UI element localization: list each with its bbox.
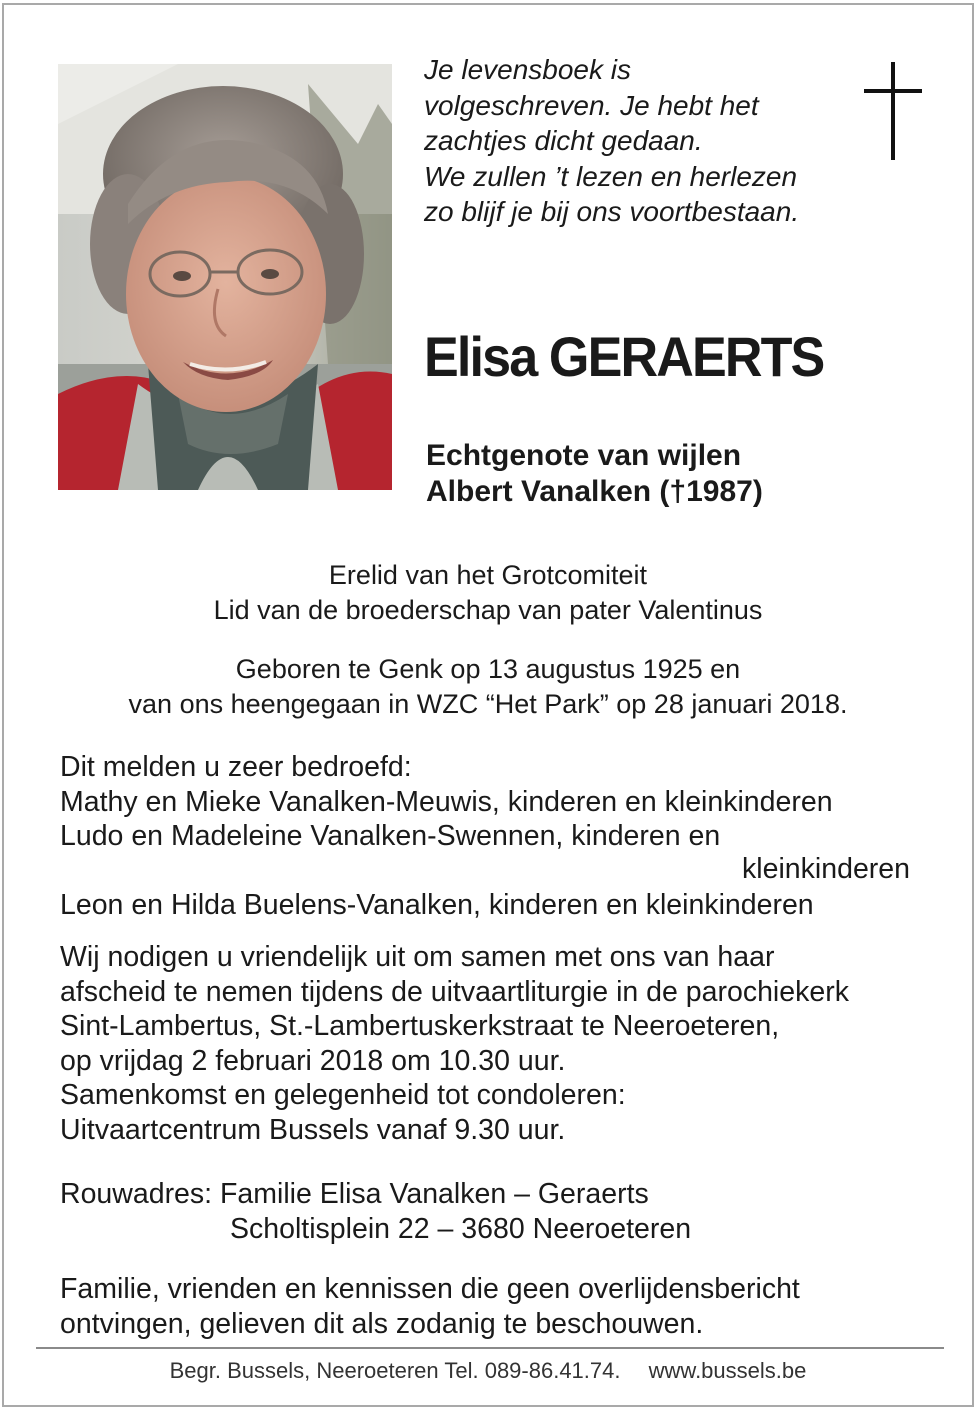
- invitation-line: op vrijdag 2 februari 2018 om 10.30 uur.: [60, 1044, 566, 1077]
- address-line: Scholtisplein 22 – 3680 Neeroeteren: [230, 1212, 692, 1245]
- portrait-photo: [58, 64, 392, 490]
- announcers: [60, 750, 833, 854]
- invitation-line: Uitvaartcentrum Bussels vanaf 9.30 uur.: [60, 1113, 566, 1146]
- poem-line: We zullen ’t lezen en herlezen: [424, 160, 798, 192]
- membership-line: Lid van de broederschap van pater Valentinus: [213, 594, 763, 625]
- footer-divider: [36, 1347, 944, 1349]
- poem-line: volgeschreven. Je hebt het: [424, 89, 759, 121]
- invitation-line: Sint-Lambertus, St.-Lambertuskerkstraat te Neeroeteren,: [60, 1010, 780, 1042]
- announcer-line: Leon en Hilda Buelens-Vanalken, kinderen en kleinkinderen: [60, 889, 814, 921]
- poem-line: Je levensboek is: [424, 54, 632, 85]
- mourning-address: [60, 1177, 691, 1246]
- announcers-last: [60, 888, 814, 923]
- birth-death-info: [0, 652, 976, 721]
- cross-icon: [864, 62, 922, 160]
- announcer-line: Ludo en Madeleine Vanalken-Swennen, kinderen en: [60, 820, 721, 852]
- memorial-poem: [424, 52, 799, 230]
- announcer-line: Mathy en Mieke Vanalken-Meuwis, kinderen en kleinkinderen: [60, 785, 833, 818]
- closing-line: Familie, vrienden en kennissen die geen overlijdensbericht: [60, 1273, 800, 1305]
- invitation-line: Samenkomst en gelegenheid tot condoleren:: [60, 1079, 626, 1111]
- announcers-intro: Dit melden u zeer bedroefd:: [60, 751, 412, 783]
- birth-line: Geboren te Genk op 13 augustus 1925 en: [235, 654, 741, 684]
- funeral-invitation: [60, 940, 849, 1147]
- address-line: Rouwadres: Familie Elisa Vanalken – Geraerts: [60, 1178, 649, 1210]
- poem-line: zo blijf je bij ons voortbestaan.: [424, 196, 800, 227]
- membership-line: Erelid van het Grotcomiteit: [328, 560, 648, 590]
- spouse-line: Echtgenote van wijlen: [426, 439, 742, 472]
- website-link[interactable]: www.bussels.be: [648, 1358, 807, 1383]
- spouse-line: Albert Vanalken (†1987): [426, 475, 763, 508]
- memberships: [0, 558, 976, 627]
- invitation-line: Wij nodigen u vriendelijk uit om samen met ons van haar: [60, 941, 775, 973]
- invitation-line: afscheid te nemen tijdens de uitvaartliturgie in de parochiekerk: [60, 975, 849, 1008]
- closing-line: ontvingen, gelieven dit als zodanig te beschouwen.: [60, 1307, 704, 1340]
- closing-note: [60, 1272, 800, 1341]
- spouse-info: [426, 438, 763, 510]
- footer: [0, 1358, 976, 1384]
- announcer-line-continuation: kleinkinderen: [742, 853, 910, 885]
- deceased-name: Elisa GERAERTS: [424, 325, 824, 388]
- death-line: van ons heengegaan in WZC “Het Park” op 28 januari 2018.: [128, 688, 848, 719]
- poem-line: zachtjes dicht gedaan.: [424, 125, 703, 156]
- undertaker-info: Begr. Bussels, Neeroeteren Tel. 089-86.41.74.: [169, 1358, 621, 1383]
